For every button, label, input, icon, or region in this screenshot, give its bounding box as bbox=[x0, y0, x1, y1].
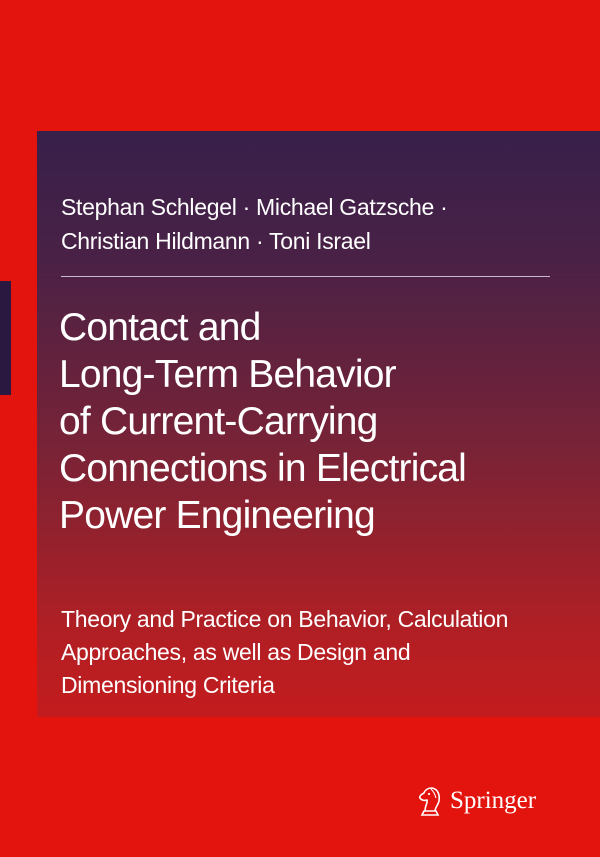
publisher-mark bbox=[414, 784, 536, 818]
publisher-name: Springer bbox=[450, 787, 537, 814]
author-line: Christian Hildmann · Toni Israel bbox=[61, 228, 371, 254]
book-title bbox=[59, 304, 579, 539]
title-line: Power Engineering bbox=[59, 494, 375, 537]
subtitle-line: Theory and Practice on Behavior, Calculation bbox=[61, 606, 509, 632]
divider bbox=[61, 276, 550, 277]
title-line: of Current-Carrying bbox=[59, 400, 378, 443]
subtitle-line: Dimensioning Criteria bbox=[61, 672, 275, 698]
title-line: Contact and bbox=[59, 306, 261, 349]
book-subtitle bbox=[61, 603, 581, 702]
title-line: Long-Term Behavior bbox=[59, 353, 396, 396]
author-list bbox=[61, 190, 561, 258]
subtitle-line: Approaches, as well as Design and bbox=[61, 639, 411, 665]
author-line: Stephan Schlegel · Michael Gatzsche · bbox=[61, 194, 448, 220]
chess-knight-icon bbox=[414, 785, 444, 817]
title-line: Connections in Electrical bbox=[59, 447, 467, 490]
spine-mark bbox=[0, 281, 11, 395]
